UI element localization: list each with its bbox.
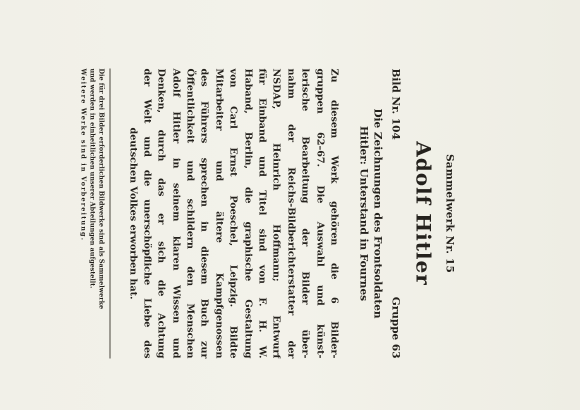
card-footer — [79, 69, 106, 359]
card-text-block — [79, 68, 458, 359]
card-title: Adolf Hitler — [411, 141, 436, 286]
body-line: für Einband und Titel sind von F. H. W. — [256, 68, 268, 359]
footer-line: Die für drei Bilder erforderlichen Bildwerke sind als Sammelwerke — [97, 68, 106, 310]
group-number: Gruppe 63 — [389, 296, 402, 359]
body-line: Öffentlichkeit und schildern den Menschen — [184, 68, 196, 359]
body-line: des Führers sprechen in diesem Buch zur — [198, 68, 210, 359]
divider — [110, 69, 111, 359]
body-line: Adolf Hitler in seinem klaren Wissen und — [170, 68, 182, 359]
card-meta-row — [389, 69, 403, 359]
body-line: Denken, durch das er sich die Achtung — [155, 68, 167, 359]
series-label: Sammelwerk Nr. 15 — [443, 154, 456, 273]
footer-line: und werden in einheitlichen unserer Abteilungen aufgestellt. — [88, 68, 97, 289]
body-line: NSDAP, Heinrich Hoffmann; Entwurf — [270, 68, 282, 359]
card-subtitle — [357, 69, 385, 359]
subtitle-line: Die Zeichnungen des Frontsoldaten — [371, 108, 384, 319]
body-line: nahm der Reichs-Bildberichterstatter der — [285, 68, 297, 359]
body-line: der Welt und die unerschöpfliche Liebe des — [141, 68, 153, 359]
footer-line: Weitere Werke sind in Vorbereitung. — [79, 68, 88, 242]
subtitle-line: Hitler: Unterstand in Fournes — [357, 125, 370, 302]
picture-number: Bild Nr. 104 — [389, 68, 402, 140]
body-line: Zu diesem Werk gehören die 6 Bilder- — [328, 68, 340, 359]
body-line: Mitarbeiter und ältere Kampfgenossen — [213, 68, 225, 359]
body-line: von Carl Ernst Poeschel, Leipzig. Bildte — [227, 68, 239, 359]
body-line: gruppen 62–67. Die Auswahl und künst- — [314, 68, 326, 359]
body-line: Haband, Berlin, die graphische Gestaltung — [242, 68, 254, 359]
body-line: lerische Bearbeitung der Bilder über- — [299, 68, 311, 359]
body-line: deutschen Volkes erworben hat. — [127, 127, 139, 300]
card-body-text — [125, 69, 341, 359]
